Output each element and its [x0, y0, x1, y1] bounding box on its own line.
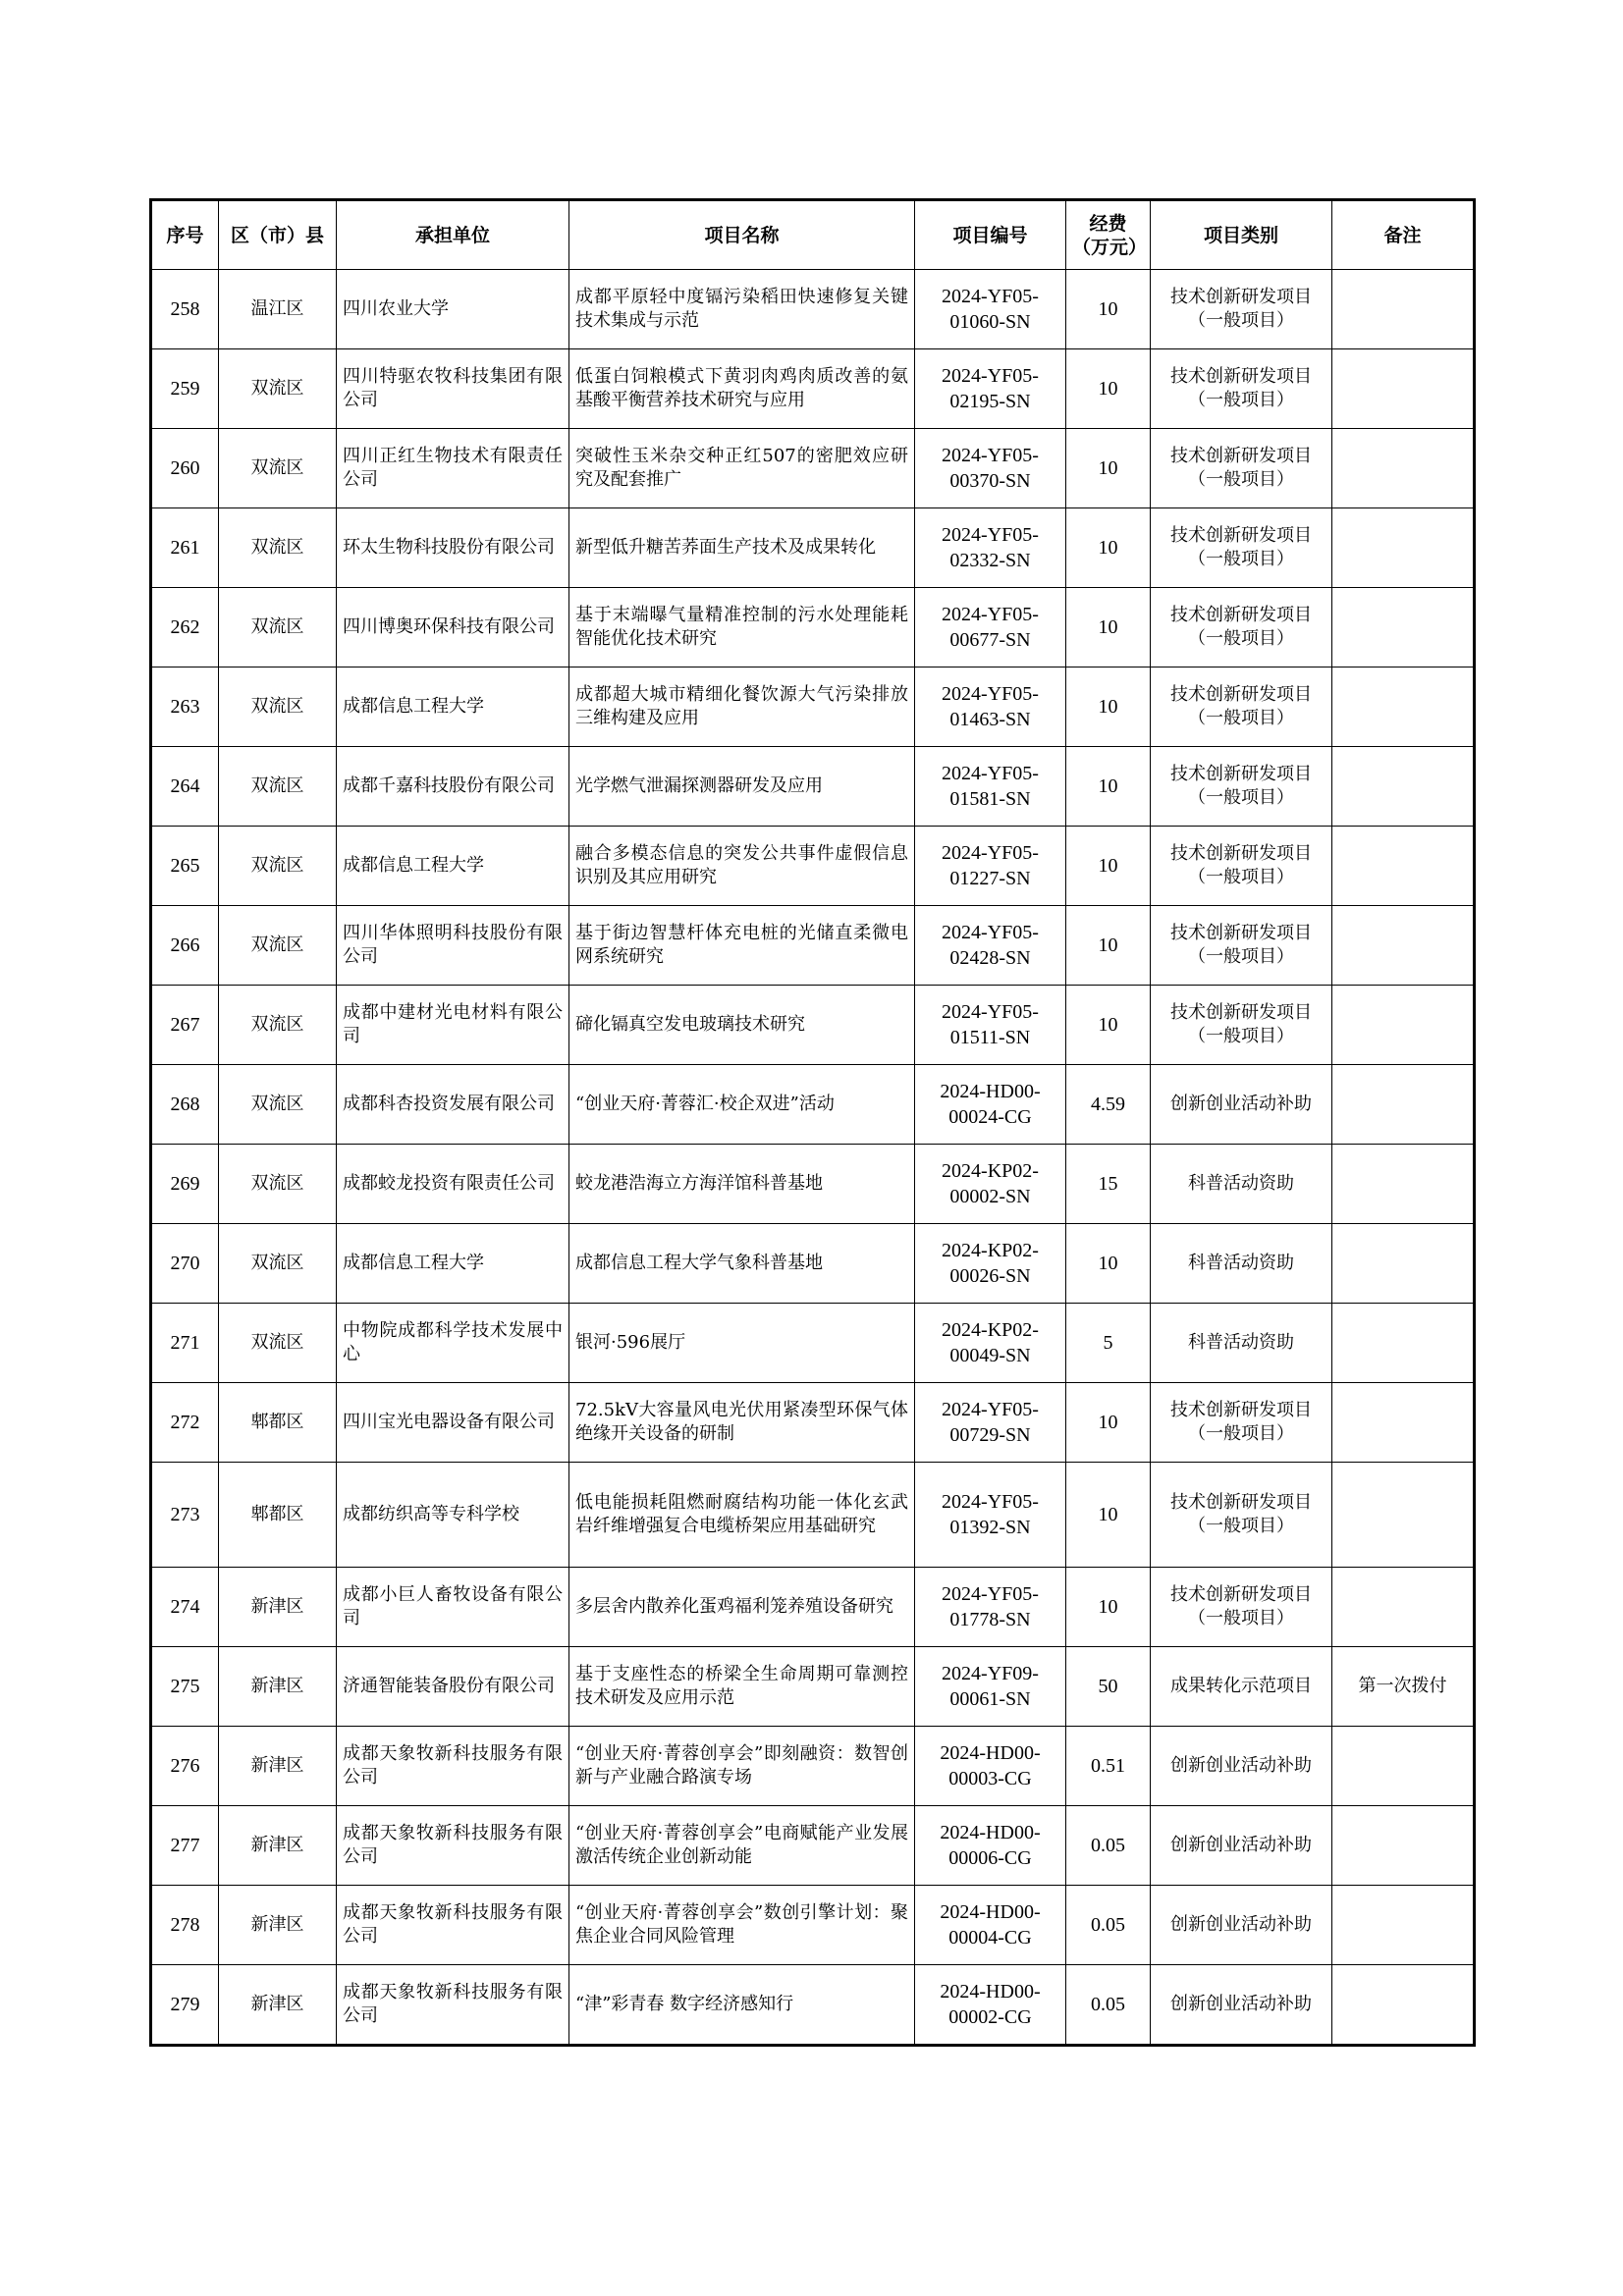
category-line1: 技术创新研发项目 — [1170, 1492, 1312, 1513]
cell-project-code — [915, 270, 1066, 349]
cell-district: 双流区 — [219, 906, 337, 986]
cell-project-code — [915, 986, 1066, 1065]
cell-project-code — [915, 667, 1066, 747]
project-code-line1: 2024-HD00- — [940, 1901, 1041, 1923]
table-row — [151, 747, 1475, 827]
category-line2: （一般项目） — [1188, 787, 1294, 808]
cell-project-name: 融合多模态信息的突发公共事件虚假信息识别及其应用研究 — [569, 827, 915, 906]
cell-remark — [1332, 747, 1475, 827]
cell-remark: 第一次拨付 — [1332, 1647, 1475, 1727]
cell-project-name: 基于末端曝气量精准控制的污水处理能耗智能优化技术研究 — [569, 588, 915, 667]
project-code-line1: 2024-YF05- — [942, 1399, 1039, 1420]
category-line1: 创新创业活动补助 — [1170, 1994, 1312, 2014]
cell-unit: 四川农业大学 — [337, 270, 569, 349]
cell-project-code — [915, 1886, 1066, 1965]
cell-category — [1151, 1383, 1332, 1463]
category-line1: 技术创新研发项目 — [1170, 923, 1312, 943]
cell-funding: 10 — [1066, 986, 1151, 1065]
category-line1: 科普活动资助 — [1188, 1253, 1294, 1273]
cell-project-name: 新型低升糖苦荞面生产技术及成果转化 — [569, 508, 915, 588]
cell-project-code — [915, 1727, 1066, 1806]
project-code-line1: 2024-YF05- — [942, 922, 1039, 943]
cell-unit: 四川华体照明科技股份有限公司 — [337, 906, 569, 986]
cell-district: 双流区 — [219, 1065, 337, 1145]
cell-category — [1151, 1145, 1332, 1224]
project-code-line2: 00049-SN — [949, 1345, 1031, 1366]
project-code-line2: 00003-CG — [948, 1768, 1032, 1789]
project-code-line2: 02332-SN — [949, 550, 1031, 571]
header-project-code: 项目编号 — [915, 200, 1066, 270]
cell-funding: 5 — [1066, 1304, 1151, 1383]
cell-seq: 273 — [151, 1463, 219, 1568]
project-code-line2: 00026-SN — [949, 1265, 1031, 1287]
cell-unit: 成都科杏投资发展有限公司 — [337, 1065, 569, 1145]
cell-seq: 277 — [151, 1806, 219, 1886]
cell-remark — [1332, 1886, 1475, 1965]
cell-district: 双流区 — [219, 349, 337, 429]
cell-funding: 10 — [1066, 1463, 1151, 1568]
cell-district: 双流区 — [219, 588, 337, 667]
cell-project-name: 低蛋白饲粮模式下黄羽肉鸡肉质改善的氨基酸平衡营养技术研究与应用 — [569, 349, 915, 429]
cell-unit: 成都天象牧新科技服务有限公司 — [337, 1806, 569, 1886]
cell-project-code — [915, 1383, 1066, 1463]
cell-district: 新津区 — [219, 1965, 337, 2046]
cell-remark — [1332, 270, 1475, 349]
cell-project-code — [915, 508, 1066, 588]
cell-project-name: “创业天府·菁蓉创享会”电商赋能产业发展 激活传统企业创新动能 — [569, 1806, 915, 1886]
category-line1: 技术创新研发项目 — [1170, 366, 1312, 387]
cell-unit: 成都天象牧新科技服务有限公司 — [337, 1965, 569, 2046]
cell-funding: 10 — [1066, 747, 1151, 827]
project-code-line1: 2024-YF09- — [942, 1663, 1039, 1684]
cell-seq: 262 — [151, 588, 219, 667]
table-row — [151, 1806, 1475, 1886]
cell-remark — [1332, 1965, 1475, 2046]
header-seq: 序号 — [151, 200, 219, 270]
cell-category — [1151, 1224, 1332, 1304]
cell-remark — [1332, 588, 1475, 667]
cell-project-name: “创业天府·菁蓉创享会”数创引擎计划：聚焦企业合同风险管理 — [569, 1886, 915, 1965]
cell-district: 双流区 — [219, 986, 337, 1065]
cell-category — [1151, 1463, 1332, 1568]
project-code-line2: 01581-SN — [949, 788, 1031, 810]
table-row — [151, 827, 1475, 906]
cell-project-name: 成都平原轻中度镉污染稻田快速修复关键技术集成与示范 — [569, 270, 915, 349]
cell-district: 新津区 — [219, 1647, 337, 1727]
project-code-line2: 00370-SN — [949, 470, 1031, 492]
category-line2: （一般项目） — [1188, 1608, 1294, 1629]
project-code-line1: 2024-KP02- — [942, 1319, 1039, 1341]
project-code-line2: 01227-SN — [949, 868, 1031, 889]
cell-project-code — [915, 1568, 1066, 1647]
project-table — [149, 198, 1476, 2047]
cell-project-code — [915, 1806, 1066, 1886]
cell-remark — [1332, 1806, 1475, 1886]
table-row — [151, 667, 1475, 747]
project-code-line1: 2024-YF05- — [942, 1491, 1039, 1513]
cell-district: 郫都区 — [219, 1383, 337, 1463]
cell-district: 双流区 — [219, 508, 337, 588]
project-code-line1: 2024-HD00- — [940, 1822, 1041, 1843]
category-line1: 技术创新研发项目 — [1170, 605, 1312, 625]
cell-unit: 成都天象牧新科技服务有限公司 — [337, 1886, 569, 1965]
table-row — [151, 1727, 1475, 1806]
table-row — [151, 906, 1475, 986]
category-line2: （一般项目） — [1188, 628, 1294, 649]
cell-district: 温江区 — [219, 270, 337, 349]
cell-remark — [1332, 1463, 1475, 1568]
cell-project-name: 碲化镉真空发电玻璃技术研究 — [569, 986, 915, 1065]
project-code-line1: 2024-HD00- — [940, 1742, 1041, 1764]
cell-category — [1151, 1647, 1332, 1727]
cell-unit: 成都信息工程大学 — [337, 827, 569, 906]
table-row — [151, 1145, 1475, 1224]
cell-project-code — [915, 1304, 1066, 1383]
cell-project-code — [915, 1145, 1066, 1224]
project-code-line2: 02428-SN — [949, 947, 1031, 969]
cell-project-code — [915, 349, 1066, 429]
category-line1: 技术创新研发项目 — [1170, 1584, 1312, 1605]
cell-funding: 0.05 — [1066, 1965, 1151, 2046]
project-code-line1: 2024-YF05- — [942, 1001, 1039, 1023]
category-line1: 技术创新研发项目 — [1170, 684, 1312, 705]
table-row — [151, 1224, 1475, 1304]
cell-seq: 263 — [151, 667, 219, 747]
category-line2: （一般项目） — [1188, 310, 1294, 331]
table-row — [151, 1568, 1475, 1647]
table-row — [151, 270, 1475, 349]
cell-unit: 成都蛟龙投资有限责任公司 — [337, 1145, 569, 1224]
cell-project-code — [915, 429, 1066, 508]
cell-district: 双流区 — [219, 1224, 337, 1304]
cell-category — [1151, 906, 1332, 986]
cell-remark — [1332, 827, 1475, 906]
cell-funding: 4.59 — [1066, 1065, 1151, 1145]
cell-category — [1151, 270, 1332, 349]
cell-project-name: 成都信息工程大学气象科普基地 — [569, 1224, 915, 1304]
table-row — [151, 349, 1475, 429]
cell-unit: 成都小巨人畜牧设备有限公司 — [337, 1568, 569, 1647]
cell-district: 双流区 — [219, 1304, 337, 1383]
project-code-line2: 00006-CG — [948, 1847, 1032, 1869]
category-line1: 技术创新研发项目 — [1170, 525, 1312, 546]
cell-unit: 成都千嘉科技股份有限公司 — [337, 747, 569, 827]
table-row — [151, 1886, 1475, 1965]
project-code-line1: 2024-YF05- — [942, 445, 1039, 466]
project-code-line2: 02195-SN — [949, 391, 1031, 412]
cell-project-name: “创业天府·菁蓉创享会”即刻融资：数智创新与产业融合路演专场 — [569, 1727, 915, 1806]
cell-seq: 264 — [151, 747, 219, 827]
cell-seq: 260 — [151, 429, 219, 508]
cell-project-name: 突破性玉米杂交种正红507的密肥效应研究及配套推广 — [569, 429, 915, 508]
project-code-line1: 2024-YF05- — [942, 763, 1039, 784]
project-code-line2: 01463-SN — [949, 709, 1031, 730]
cell-district: 双流区 — [219, 747, 337, 827]
cell-seq: 258 — [151, 270, 219, 349]
table-row — [151, 1383, 1475, 1463]
header-funding-line1: 经费 — [1089, 212, 1127, 235]
cell-funding: 10 — [1066, 588, 1151, 667]
cell-district: 双流区 — [219, 1145, 337, 1224]
project-code-line1: 2024-KP02- — [942, 1160, 1039, 1182]
cell-unit: 成都天象牧新科技服务有限公司 — [337, 1727, 569, 1806]
project-code-line2: 00002-CG — [948, 2006, 1032, 2028]
cell-remark — [1332, 1224, 1475, 1304]
cell-seq: 279 — [151, 1965, 219, 2046]
table-row — [151, 1647, 1475, 1727]
cell-seq: 272 — [151, 1383, 219, 1463]
cell-remark — [1332, 1727, 1475, 1806]
cell-unit: 四川正红生物技术有限责任公司 — [337, 429, 569, 508]
project-code-line2: 00024-CG — [948, 1106, 1032, 1128]
cell-category — [1151, 747, 1332, 827]
cell-project-name: “津”彩青春 数字经济感知行 — [569, 1965, 915, 2046]
cell-remark — [1332, 1065, 1475, 1145]
header-remark: 备注 — [1332, 200, 1475, 270]
cell-project-name: 成都超大城市精细化餐饮源大气污染排放三维构建及应用 — [569, 667, 915, 747]
category-line1: 创新创业活动补助 — [1170, 1835, 1312, 1855]
cell-project-name: 银河·596展厅 — [569, 1304, 915, 1383]
header-category: 项目类别 — [1151, 200, 1332, 270]
cell-category — [1151, 827, 1332, 906]
cell-project-code — [915, 1463, 1066, 1568]
category-line2: （一般项目） — [1188, 1026, 1294, 1046]
category-line1: 技术创新研发项目 — [1170, 287, 1312, 307]
cell-unit: 四川宝光电器设备有限公司 — [337, 1383, 569, 1463]
category-line1: 创新创业活动补助 — [1170, 1755, 1312, 1776]
project-code-line2: 00004-CG — [948, 1927, 1032, 1949]
category-line2: （一般项目） — [1188, 390, 1294, 410]
category-line2: （一般项目） — [1188, 549, 1294, 569]
category-line2: （一般项目） — [1188, 867, 1294, 887]
project-code-line2: 00061-SN — [949, 1688, 1031, 1710]
table-row — [151, 986, 1475, 1065]
cell-remark — [1332, 429, 1475, 508]
cell-unit: 成都信息工程大学 — [337, 667, 569, 747]
cell-project-code — [915, 1224, 1066, 1304]
header-unit: 承担单位 — [337, 200, 569, 270]
project-code-line2: 01060-SN — [949, 311, 1031, 333]
cell-category — [1151, 588, 1332, 667]
cell-seq: 269 — [151, 1145, 219, 1224]
table-row — [151, 588, 1475, 667]
cell-project-name: 蛟龙港浩海立方海洋馆科普基地 — [569, 1145, 915, 1224]
cell-remark — [1332, 986, 1475, 1065]
cell-funding: 10 — [1066, 349, 1151, 429]
table-row — [151, 1965, 1475, 2046]
cell-funding: 10 — [1066, 1568, 1151, 1647]
category-line1: 技术创新研发项目 — [1170, 843, 1312, 864]
cell-unit: 成都信息工程大学 — [337, 1224, 569, 1304]
cell-funding: 0.51 — [1066, 1727, 1151, 1806]
cell-category — [1151, 1568, 1332, 1647]
category-line2: （一般项目） — [1188, 1516, 1294, 1536]
cell-remark — [1332, 1304, 1475, 1383]
category-line2: （一般项目） — [1188, 708, 1294, 728]
category-line1: 技术创新研发项目 — [1170, 1002, 1312, 1023]
cell-funding: 50 — [1066, 1647, 1151, 1727]
cell-project-code — [915, 827, 1066, 906]
cell-project-name: “创业天府·菁蓉汇·校企双进”活动 — [569, 1065, 915, 1145]
cell-district: 双流区 — [219, 667, 337, 747]
cell-district: 新津区 — [219, 1806, 337, 1886]
cell-funding: 0.05 — [1066, 1886, 1151, 1965]
cell-seq: 266 — [151, 906, 219, 986]
cell-district: 双流区 — [219, 429, 337, 508]
cell-category — [1151, 1727, 1332, 1806]
project-code-line1: 2024-YF05- — [942, 524, 1039, 546]
cell-project-name: 72.5kV大容量风电光伏用紧凑型环保气体绝缘开关设备的研制 — [569, 1383, 915, 1463]
category-line1: 技术创新研发项目 — [1170, 446, 1312, 466]
cell-unit: 成都纺织高等专科学校 — [337, 1463, 569, 1568]
cell-remark — [1332, 349, 1475, 429]
cell-project-code — [915, 906, 1066, 986]
header-funding-line2: （万元） — [1072, 236, 1148, 258]
cell-category — [1151, 1806, 1332, 1886]
cell-district: 新津区 — [219, 1886, 337, 1965]
category-line1: 成果转化示范项目 — [1170, 1676, 1312, 1696]
project-code-line2: 00677-SN — [949, 629, 1031, 651]
cell-funding: 15 — [1066, 1145, 1151, 1224]
header-project-name: 项目名称 — [569, 200, 915, 270]
project-code-line2: 00729-SN — [949, 1424, 1031, 1446]
project-code-line2: 01778-SN — [949, 1609, 1031, 1630]
category-line1: 科普活动资助 — [1188, 1173, 1294, 1194]
cell-remark — [1332, 508, 1475, 588]
cell-remark — [1332, 1383, 1475, 1463]
cell-project-name: 多层舍内散养化蛋鸡福利笼养殖设备研究 — [569, 1568, 915, 1647]
cell-project-name: 基于街边智慧杆体充电桩的光储直柔微电网系统研究 — [569, 906, 915, 986]
cell-category — [1151, 1886, 1332, 1965]
cell-project-name: 基于支座性态的桥梁全生命周期可靠测控技术研发及应用示范 — [569, 1647, 915, 1727]
project-code-line2: 01392-SN — [949, 1517, 1031, 1538]
cell-seq: 276 — [151, 1727, 219, 1806]
cell-seq: 275 — [151, 1647, 219, 1727]
table-row — [151, 1065, 1475, 1145]
cell-remark — [1332, 906, 1475, 986]
project-code-line2: 01511-SN — [949, 1027, 1031, 1048]
cell-unit: 四川特驱农牧科技集团有限公司 — [337, 349, 569, 429]
project-code-line1: 2024-HD00- — [940, 1081, 1041, 1102]
cell-district: 新津区 — [219, 1727, 337, 1806]
cell-project-code — [915, 1965, 1066, 2046]
category-line1: 创新创业活动补助 — [1170, 1914, 1312, 1935]
project-code-line1: 2024-KP02- — [942, 1240, 1039, 1261]
cell-project-name: 低电能损耗阻燃耐腐结构功能一体化玄武岩纤维增强复合电缆桥架应用基础研究 — [569, 1463, 915, 1568]
project-code-line1: 2024-YF05- — [942, 1583, 1039, 1605]
table-row — [151, 508, 1475, 588]
cell-district: 双流区 — [219, 827, 337, 906]
cell-funding: 10 — [1066, 667, 1151, 747]
cell-seq: 259 — [151, 349, 219, 429]
table-row — [151, 429, 1475, 508]
cell-seq: 268 — [151, 1065, 219, 1145]
cell-district: 郫都区 — [219, 1463, 337, 1568]
category-line2: （一般项目） — [1188, 946, 1294, 967]
cell-funding: 10 — [1066, 508, 1151, 588]
cell-seq: 274 — [151, 1568, 219, 1647]
cell-project-code — [915, 747, 1066, 827]
cell-unit: 环太生物科技股份有限公司 — [337, 508, 569, 588]
project-code-line1: 2024-YF05- — [942, 286, 1039, 307]
cell-unit: 济通智能装备股份有限公司 — [337, 1647, 569, 1727]
header-funding — [1066, 200, 1151, 270]
cell-category — [1151, 508, 1332, 588]
cell-remark — [1332, 1145, 1475, 1224]
cell-funding: 10 — [1066, 429, 1151, 508]
cell-unit: 四川博奥环保科技有限公司 — [337, 588, 569, 667]
table-row — [151, 1463, 1475, 1568]
category-line1: 技术创新研发项目 — [1170, 764, 1312, 784]
cell-remark — [1332, 667, 1475, 747]
cell-unit: 成都中建材光电材料有限公司 — [337, 986, 569, 1065]
cell-funding: 10 — [1066, 906, 1151, 986]
cell-funding: 10 — [1066, 1383, 1151, 1463]
cell-funding: 0.05 — [1066, 1806, 1151, 1886]
cell-funding: 10 — [1066, 827, 1151, 906]
project-code-line1: 2024-YF05- — [942, 365, 1039, 387]
cell-seq: 261 — [151, 508, 219, 588]
document-page — [149, 198, 1476, 2047]
category-line2: （一般项目） — [1188, 469, 1294, 490]
cell-remark — [1332, 1568, 1475, 1647]
cell-seq: 270 — [151, 1224, 219, 1304]
table-body — [151, 270, 1475, 2046]
cell-unit: 中物院成都科学技术发展中心 — [337, 1304, 569, 1383]
category-line1: 科普活动资助 — [1188, 1332, 1294, 1353]
cell-category — [1151, 1304, 1332, 1383]
cell-project-code — [915, 1647, 1066, 1727]
cell-category — [1151, 1065, 1332, 1145]
table-row — [151, 1304, 1475, 1383]
project-code-line1: 2024-HD00- — [940, 1981, 1041, 2002]
project-code-line1: 2024-YF05- — [942, 842, 1039, 864]
cell-category — [1151, 349, 1332, 429]
project-code-line1: 2024-YF05- — [942, 604, 1039, 625]
cell-seq: 267 — [151, 986, 219, 1065]
cell-seq: 271 — [151, 1304, 219, 1383]
category-line2: （一般项目） — [1188, 1423, 1294, 1444]
cell-category — [1151, 667, 1332, 747]
cell-project-code — [915, 1065, 1066, 1145]
cell-category — [1151, 986, 1332, 1065]
cell-category — [1151, 429, 1332, 508]
cell-project-name: 光学燃气泄漏探测器研发及应用 — [569, 747, 915, 827]
cell-project-code — [915, 588, 1066, 667]
cell-district: 新津区 — [219, 1568, 337, 1647]
cell-funding: 10 — [1066, 1224, 1151, 1304]
table-header-row — [151, 200, 1475, 270]
category-line1: 创新创业活动补助 — [1170, 1094, 1312, 1114]
header-district: 区（市）县 — [219, 200, 337, 270]
cell-seq: 265 — [151, 827, 219, 906]
project-code-line1: 2024-YF05- — [942, 683, 1039, 705]
cell-seq: 278 — [151, 1886, 219, 1965]
cell-funding: 10 — [1066, 270, 1151, 349]
project-code-line2: 00002-SN — [949, 1186, 1031, 1207]
category-line1: 技术创新研发项目 — [1170, 1400, 1312, 1420]
cell-category — [1151, 1965, 1332, 2046]
